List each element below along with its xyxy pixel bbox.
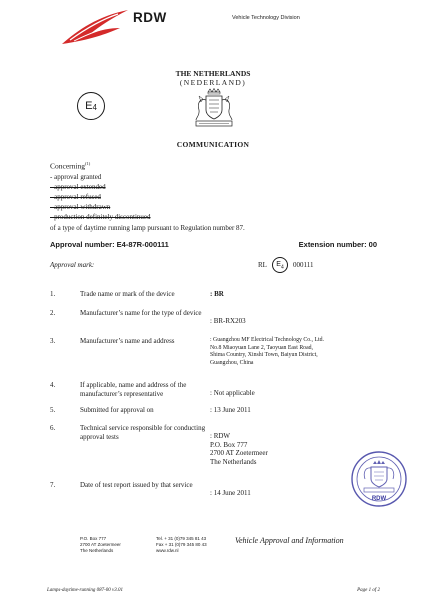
extension-number: Extension number: 00 (298, 240, 377, 249)
approval-options-list (50, 172, 151, 222)
item-number: 2. (50, 309, 56, 317)
item-label: Technical service responsible for conducting approval tests (80, 424, 206, 441)
division-name: Vehicle Technology Division (232, 15, 300, 21)
item-number: 6. (50, 424, 56, 432)
e-mark-icon: $E_4$ (77, 92, 105, 120)
option-approval-extended: - approval extended (50, 183, 106, 191)
item-number: 3. (50, 337, 56, 345)
item-value: : 13 June 2011 (210, 406, 251, 414)
option-approval-granted: - approval granted (50, 173, 102, 181)
footer-contact: Tel. + 31 (0)79 345 81 43 Fax + 31 (0)79 345 80 43 www.rdw.nl (156, 536, 207, 553)
rdw-stamp-icon (350, 450, 408, 508)
item-label: Trade name or mark of the device (80, 290, 175, 298)
item-value: : RDW P.O. Box 777 2700 AT Zoetermeer The Netherlands (210, 432, 268, 466)
item-label: Submitted for approval on (80, 406, 154, 414)
page-number: Page 1 of 2 (357, 588, 380, 593)
option-production-discontinued: - production definitely discontinued (50, 213, 151, 221)
item-label: Date of test report issued by that service (80, 481, 193, 489)
e-mark-small-icon: $E_4$ (272, 257, 288, 273)
approval-mark-prefix: RL (258, 261, 267, 269)
coat-of-arms-icon (190, 88, 238, 128)
option-approval-withdrawn: - approval withdrawn (50, 203, 111, 211)
country-name-local: (NEDERLAND) (179, 78, 247, 87)
org-name: RDW (133, 10, 167, 25)
option-approval-refused: - approval refused (50, 193, 101, 201)
item-label: Manufacturer’s name and address (80, 337, 175, 345)
item-label: If applicable, name and address of the manufacturer’s representative (80, 381, 187, 398)
rdw-logo (60, 8, 130, 46)
item-value: : Guangzhou MF Electrical Technology Co., Ltd. No.8 Miaoyuan Lane 2, Taoyuan East Road, Shima Country, Xinshi Town, Baiyun District, Guangzhou, China (210, 337, 324, 366)
approval-mark-number: 000111 (293, 261, 314, 269)
approval-mark-label: Approval mark: (50, 261, 95, 269)
country-name: THE NETHERLANDS (175, 69, 251, 78)
item-number: 4. (50, 381, 56, 389)
item-value: : 14 June 2011 (210, 489, 251, 497)
item-label: Manufacturer’s name for the type of device (80, 309, 202, 317)
document-title: COMMUNICATION (176, 140, 250, 149)
type-description: of a type of daytime running lamp pursuant to Regulation number 87. (50, 224, 245, 232)
footer-address: P.O. Box 777 2700 AT Zoetermeer The Netherlands (80, 536, 121, 553)
approval-number: Approval number: E4-87R-000111 (50, 240, 169, 249)
item-number: 5. (50, 406, 56, 414)
svg-text:RDW: RDW (371, 496, 387, 502)
file-reference: Lamps-daytime-running 087-00 v3.01 (47, 588, 123, 593)
item-value: : Not applicable (210, 389, 255, 397)
concerning-label: Concerning$^{(1)}$ (50, 161, 91, 171)
item-value: : BR (210, 290, 224, 298)
footer-tagline: Vehicle Approval and Information (235, 536, 344, 545)
item-number: 1. (50, 290, 56, 298)
item-number: 7. (50, 481, 56, 489)
item-value: : BR-RX203 (210, 317, 246, 325)
